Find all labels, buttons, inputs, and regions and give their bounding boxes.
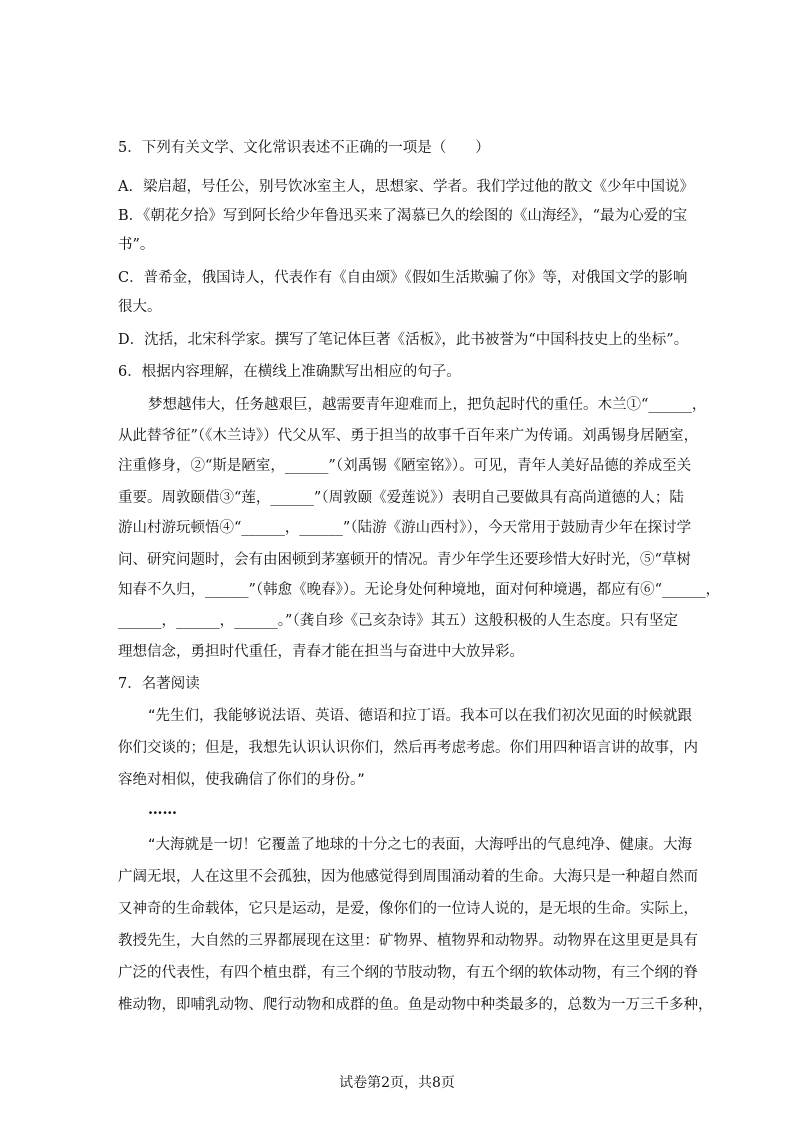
question-7-stem: 7．名著阅读 xyxy=(118,676,200,692)
question-5-stem: 5．下列有关文学、文化常识表述不正确的一项是（ ） xyxy=(118,140,490,156)
option-c-line-1: C．普希金，俄国诗人，代表作有《自由颂》《假如生活欺骗了你》等，对俄国文学的影响 xyxy=(118,270,688,286)
excerpt-2-line-6: 椎动物，即哺乳动物、爬行动物和成群的鱼。鱼是动物中种类最多的，总数为一万三千多种， xyxy=(118,997,713,1013)
passage-6-line-4: 重要。周敦颐借③“莲，______”（周敦颐《爱莲说》）表明自己要做具有高尚道德的人；陆 xyxy=(118,490,684,506)
passage-6-line-2: 从此替爷征”（《木兰诗》）代父从军、勇于担当的故事千百年来广为传诵。刘禹锡身居陋室， xyxy=(118,428,699,444)
ellipsis: …… xyxy=(148,801,177,818)
passage-6-line-5: 游山村游玩顿悟④“______，______”（陆游《游山西村》），今天常用于鼓励青少年在探讨学 xyxy=(118,520,692,536)
excerpt-2-line-3: 又神奇的生命载体，它只是运动，是爱，像你们的一位诗人说的，是无垠的生命。实际上， xyxy=(118,901,698,917)
excerpt-1-line-1: “先生们，我能够说法语、英语、德语和拉丁语。我本可以在我们初次见面的时候就跟 xyxy=(148,708,693,724)
option-b-line-1: B．《朝花夕拾》写到阿长给少年鲁迅买来了渴慕已久的绘图的《山海经》，“最为心爱的宝 xyxy=(118,208,688,224)
passage-6-line-8: ______，______，______。”（龚自珍《己亥杂诗》其五）这般积极的人生态度。只有坚定 xyxy=(118,613,678,629)
excerpt-1-line-3: 容绝对相似，使我确信了你们的身份。” xyxy=(118,772,365,788)
passage-6-line-1: 梦想越伟大，任务越艰巨，越需要青年迎难而上，把负起时代的重任。木兰①“______， xyxy=(148,397,707,413)
option-b-line-2: 书”。 xyxy=(118,237,155,253)
option-d: D．沈括，北宋科学家。撰写了笔记体巨著《活板》，此书被誉为“中国科技史上的坐标”。 xyxy=(118,332,689,348)
passage-6-line-3: 注重修身，②“斯是陋室，______”（刘禹锡《陋室铭》）。可见，青年人美好品德的养成至关 xyxy=(118,458,692,474)
passage-6-line-7: 知春不久归，______”（韩愈《晚春》）。无论身处何种境地，面对何种境遇，都应有⑥“______， xyxy=(118,582,721,598)
page-footer: 试卷第2页，共8页 xyxy=(339,1075,455,1091)
passage-6-line-6: 问、研究问题时，会有由困顿到茅塞顿开的情况。青少年学生还要珍惜大好时光，⑤“草树 xyxy=(118,552,691,568)
question-6-stem: 6．根据内容理解，在横线上准确默写出相应的句子。 xyxy=(118,364,461,380)
excerpt-2-line-4: 教授先生，大自然的三界都展现在这里：矿物界、植物界和动物界。动物界在这里更是具有 xyxy=(118,933,698,949)
excerpt-1-line-2: 你们交谈的；但是，我想先认识认识你们，然后再考虑考虑。你们用四种语言讲的故事，内 xyxy=(118,740,698,756)
excerpt-2-line-1: “大海就是一切！它覆盖了地球的十分之七的表面，大海呼出的气息纯净、健康。大海 xyxy=(148,837,693,853)
excerpt-2-line-2: 广阔无垠，人在这里不会孤独，因为他感觉得到周围涌动着的生命。大海只是一种超自然而 xyxy=(118,869,698,885)
passage-6-line-9: 理想信念，勇担时代重任，青春才能在担当与奋进中大放异彩。 xyxy=(118,644,524,660)
excerpt-2-line-5: 广泛的代表性，有四个植虫群，有三个纲的节肢动物，有五个纲的软体动物，有三个纲的脊 xyxy=(118,965,698,981)
option-c-line-2: 很大。 xyxy=(118,299,162,315)
option-a: A．梁启超，号任公，别号饮冰室主人，思想家、学者。我们学过他的散文《少年中国说》 xyxy=(118,179,694,195)
